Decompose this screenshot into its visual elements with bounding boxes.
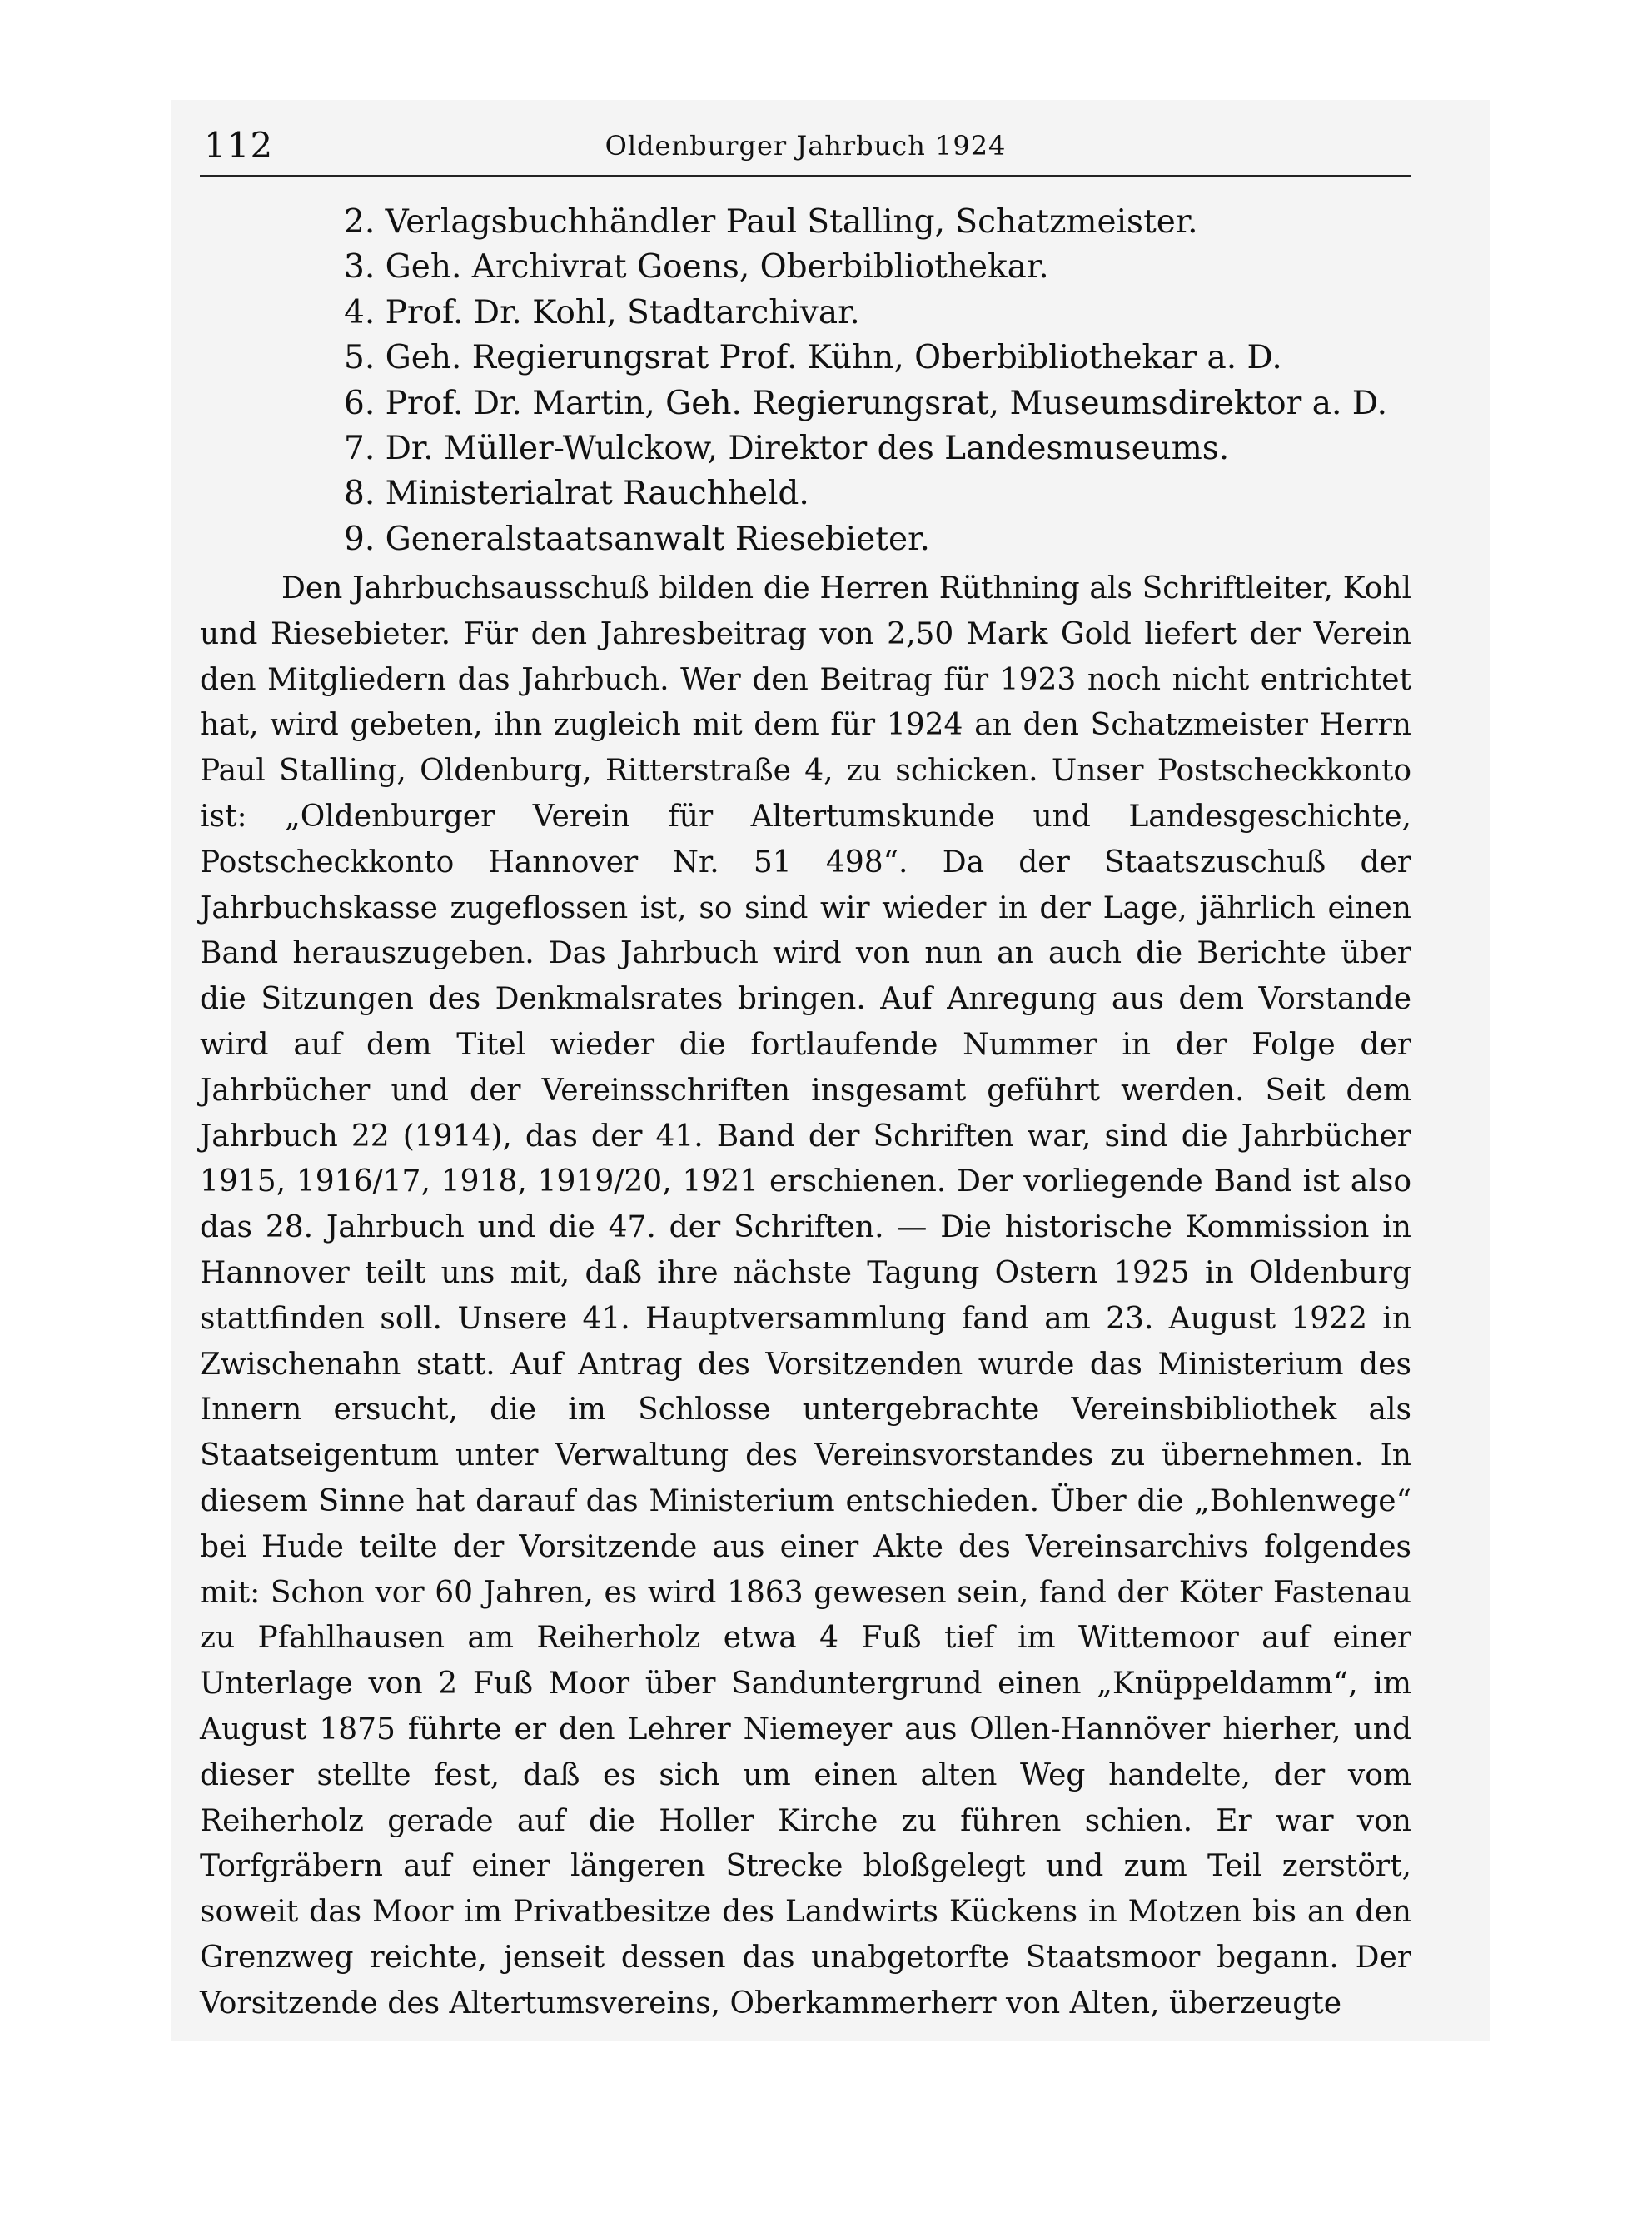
member-list: [344, 200, 1418, 562]
list-item: 3. Geh. Archivrat Goens, Oberbibliothekar.: [344, 248, 1049, 287]
list-item: 5. Geh. Regierungsrat Prof. Kühn, Oberbibliothekar a. D.: [344, 339, 1282, 377]
page-header: [200, 123, 1411, 177]
list-item: 9. Generalstaatsanwalt Riesebieter.: [344, 520, 930, 558]
list-item: 2. Verlagsbuchhändler Paul Stalling, Schatzmeister.: [344, 203, 1198, 241]
list-item: 6. Prof. Dr. Martin, Geh. Regierungsrat, Museumsdirektor a. D.: [344, 384, 1388, 422]
body-paragraph: Den Jahrbuchsausschuß bilden die Herren Rüthning als Schriftleiter, Kohl und Riesebieter. Für den Jahresbeitrag von 2,50 Mark Gold liefert der Verein den Mitgliedern das Jahrbuch. Wer den Beitrag für 1923 noch nicht entrichtet hat, wird gebeten, ihn zugleich mit dem für 1924 an den Schatzmeister Herrn Paul Stalling, Oldenburg, Ritterstraße 4, zu schicken. Unser Postscheckkonto ist: „Oldenburger Verein für Altertumskunde und Landesgeschichte, Postscheckkonto Hannover Nr. 51 498“. Da der Staatszuschuß der Jahrbuchskasse zugeflossen ist, so sind wir wieder in der Lage, jährlich einen Band herauszugeben. Das Jahrbuch wird von nun an auch die Berichte über die Sitzungen des Denkmalsrates bringen. Auf Anregung aus dem Vorstande wird auf dem Titel wieder die fortlaufende Nummer in der Folge der Jahrbücher und der Vereinsschriften insgesamt geführt werden. Seit dem Jahrbuch 22 (1914), das der 41. Band der Schriften war, sind die Jahrbücher 1915, 1916/17, 1918, 1919/20, 1921 erschienen. Der vorliegende Band ist also das 28. Jahrbuch und die 47. der Schriften. — Die historische Kommission in Hannover teilt uns mit, daß ihre nächste Tagung Ostern 1925 in Oldenburg stattfinden soll. Unsere 41. Hauptversammlung fand am 23. August 1922 in Zwischenahn statt. Auf Antrag des Vorsitzenden wurde das Ministerium des Innern ersucht, die im Schlosse untergebrachte Vereinsbibliothek als Staatseigentum unter Verwaltung des Vereinsvorstandes zu übernehmen. In diesem Sinne hat darauf das Ministerium entschieden. Über die „Bohlenwege“ bei Hude teilte der Vorsitzende aus einer Akte des Vereinsarchivs folgendes mit: Schon vor 60 Jahren, es wird 1863 gewesen sein, fand der Köter Fastenau zu Pfahlhausen am Reiherholz etwa 4 Fuß tief im Wittemoor auf einer Unterlage von 2 Fuß Moor über Sanduntergrund einen „Knüppeldamm“, im August 1875 führte er den Lehrer Niemeyer aus Ollen-Hannöver hierher, und dieser stellte fest, daß es sich um einen alten Weg handelte, der vom Reiherholz gerade auf die Holler Kirche zu führen schien. Er war von Torfgräbern auf einer längeren Strecke bloßgelegt und zum Teil zerstört, soweit das Moor im Privatbesitze des Landwirts Kückens in Motzen bis an den Grenzweg reichte, jenseit dessen das unabgetorfte Staatsmoor begann. Der Vorsitzende des Altertumsvereins, Oberkammerherr von Alten, überzeugte: [200, 571, 1411, 2021]
list-item: 8. Ministerialrat Rauchheld.: [344, 475, 809, 513]
list-item: 4. Prof. Dr. Kohl, Stadtarchivar.: [344, 293, 860, 331]
page-number: 112: [204, 125, 274, 166]
running-title: Oldenburger Jahrbuch 1924: [605, 130, 1007, 162]
list-item: 7. Dr. Müller-Wulckow, Direktor des Landesmuseums.: [344, 429, 1230, 467]
